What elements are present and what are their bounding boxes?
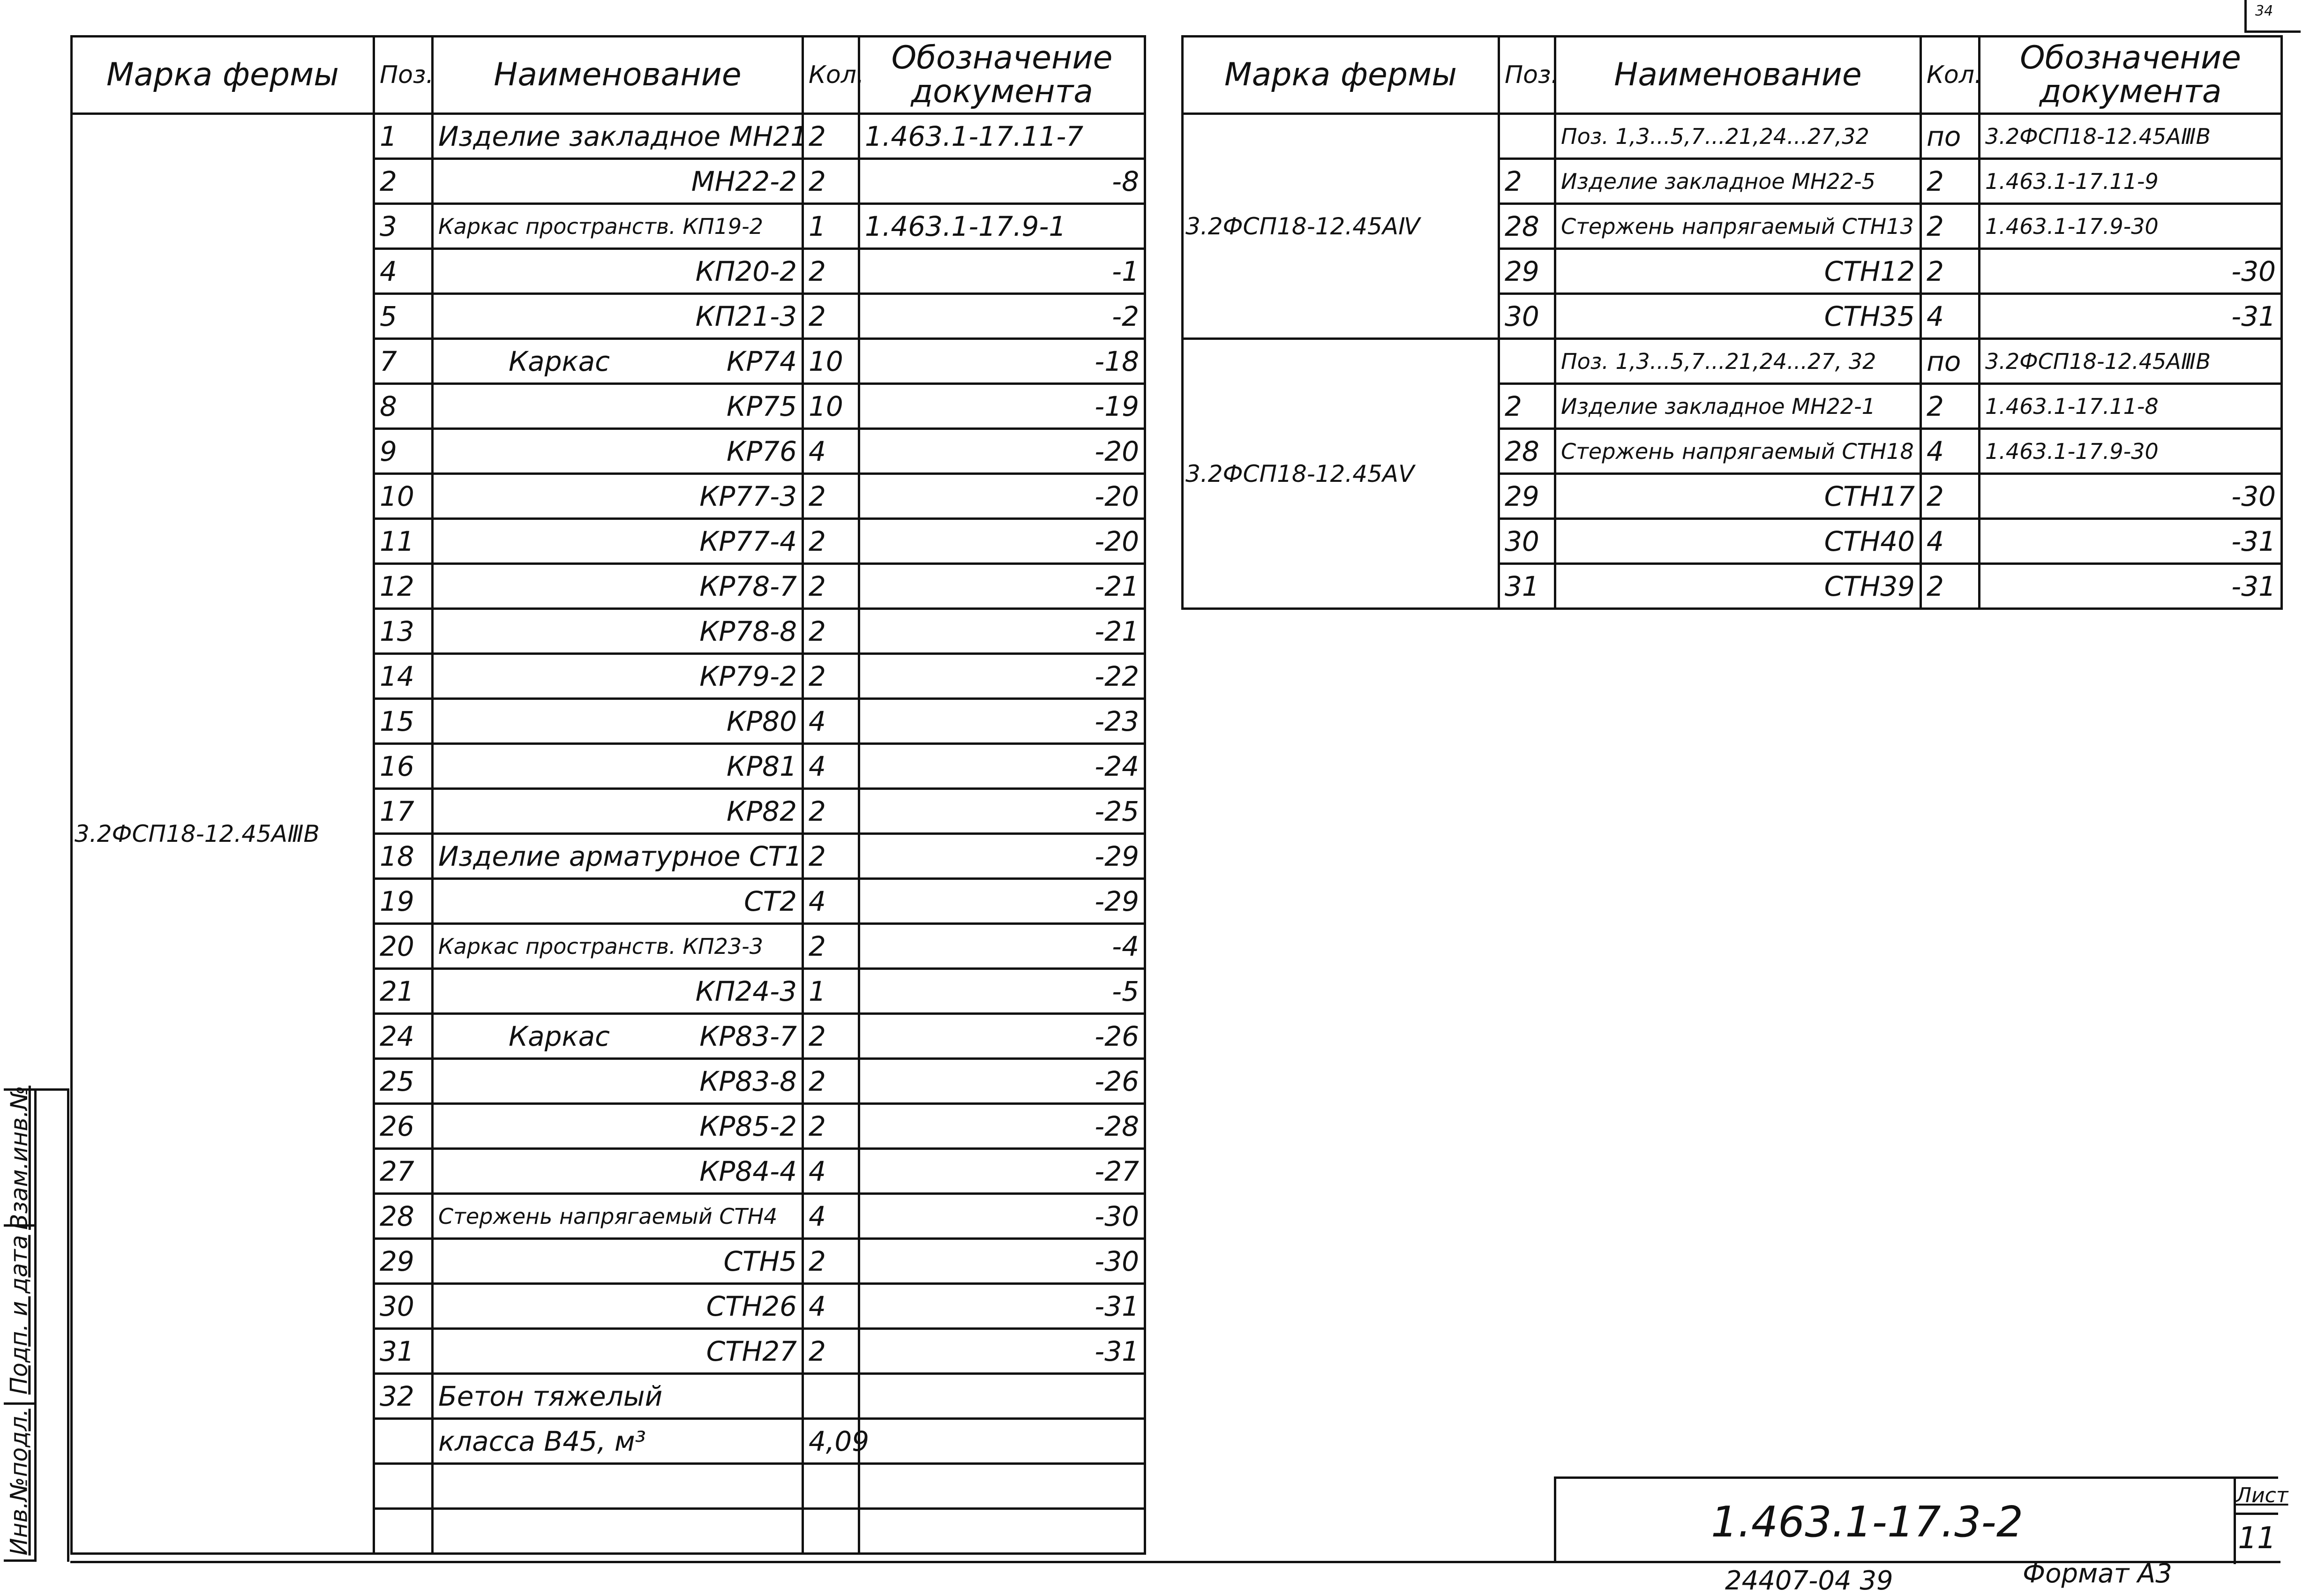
cell-name: Стержень напрягаемый СТН4 bbox=[433, 1194, 803, 1239]
cell-doc: 1.463.1-17.9-30 bbox=[1980, 204, 2282, 249]
table-row bbox=[72, 114, 1145, 159]
paper-format: Формат А3 bbox=[2023, 1559, 2172, 1589]
cell-doc: -29 bbox=[859, 834, 1145, 879]
cell-name: СТН27 bbox=[433, 1329, 803, 1374]
cell-doc: -31 bbox=[859, 1284, 1145, 1329]
cell-qty: 2 bbox=[803, 1329, 859, 1374]
cell-name: класса В45, м³ bbox=[433, 1419, 803, 1464]
blank-cell bbox=[859, 1509, 1145, 1554]
cell-pos: 15 bbox=[374, 699, 433, 744]
cell-qty: 2 bbox=[803, 1014, 859, 1059]
cell-name: КР79-2 bbox=[433, 654, 803, 699]
cell-name: СТН35 bbox=[1555, 294, 1921, 339]
cell-pos: 5 bbox=[374, 294, 433, 339]
cell-name: СТ2 bbox=[433, 879, 803, 924]
blank-cell bbox=[433, 1509, 803, 1554]
cell-qty: по bbox=[1921, 339, 1980, 384]
table-row bbox=[1183, 339, 2282, 384]
cell-name: КР78-8 bbox=[433, 609, 803, 654]
cell-name: СТН39 bbox=[1555, 564, 1921, 609]
cell-name: Стержень напрягаемый СТН18 bbox=[1555, 429, 1921, 474]
cell-doc: 1.463.1-17.11-7 bbox=[859, 114, 1145, 159]
cell-qty: 2 bbox=[803, 609, 859, 654]
cell-pos: 13 bbox=[374, 609, 433, 654]
name-code: КР74 bbox=[727, 345, 797, 377]
cell-pos: 26 bbox=[374, 1104, 433, 1149]
cell-doc: -21 bbox=[859, 609, 1145, 654]
cell-doc: -31 bbox=[1980, 294, 2282, 339]
blank-cell bbox=[374, 1509, 433, 1554]
cell-doc: 3.2ФСП18-12.45АⅢВ bbox=[1980, 114, 2282, 159]
title-block bbox=[1554, 1476, 2288, 1562]
cell-doc: -21 bbox=[859, 564, 1145, 609]
cell-pos: 4 bbox=[374, 249, 433, 294]
side-cell-podp-data bbox=[4, 1227, 37, 1405]
cell-name: Поз. 1,3...5,7...21,24...27, 32 bbox=[1555, 339, 1921, 384]
cell-pos: 2 bbox=[374, 159, 433, 204]
cell-name: КР84-4 bbox=[433, 1149, 803, 1194]
header-name: Наименование bbox=[1555, 37, 1921, 114]
cell-doc: -30 bbox=[1980, 249, 2282, 294]
cell-qty: 2 bbox=[803, 474, 859, 519]
cell-name: СТН17 bbox=[1555, 474, 1921, 519]
cell-doc: 1.463.1-17.11-8 bbox=[1980, 384, 2282, 429]
cell-name: Изделие закладное МН22-1 bbox=[1555, 384, 1921, 429]
cell-name: Изделие закладное МН21 bbox=[433, 114, 803, 159]
cell-doc: -18 bbox=[859, 339, 1145, 384]
cell-doc: -29 bbox=[859, 879, 1145, 924]
cell-qty: 2 bbox=[1921, 204, 1980, 249]
document-code: 1.463.1-17.3-2 bbox=[1711, 1498, 2024, 1547]
side-cell-vzam-inv bbox=[4, 1085, 37, 1230]
cell-qty: 1 bbox=[803, 969, 859, 1014]
header-qty: Кол. bbox=[803, 37, 859, 114]
side-label-podp-data: Подп. и дата bbox=[5, 1235, 33, 1394]
header-mark: Марка фермы bbox=[1183, 37, 1499, 114]
cell-qty: 4,09 bbox=[803, 1419, 859, 1464]
cell-name: КР77-3 bbox=[433, 474, 803, 519]
cell-doc: -30 bbox=[1980, 474, 2282, 519]
cell-qty: 2 bbox=[803, 519, 859, 564]
cell-doc: -22 bbox=[859, 654, 1145, 699]
header-name: Наименование bbox=[433, 37, 803, 114]
cell-qty: 2 bbox=[803, 924, 859, 969]
sheet-number: 11 bbox=[2238, 1521, 2276, 1556]
cell-qty: 4 bbox=[803, 744, 859, 789]
cell-doc: 1.463.1-17.9-1 bbox=[859, 204, 1145, 249]
cell-name: КР76 bbox=[433, 429, 803, 474]
cell-pos: 12 bbox=[374, 564, 433, 609]
cell-pos: 2 bbox=[1499, 159, 1555, 204]
blank-cell bbox=[374, 1464, 433, 1509]
cell-name: СТН5 bbox=[433, 1239, 803, 1284]
cell-qty: 4 bbox=[803, 1149, 859, 1194]
cell-doc: -19 bbox=[859, 384, 1145, 429]
cell-name: КР83-8 bbox=[433, 1059, 803, 1104]
blank-cell bbox=[859, 1464, 1145, 1509]
cell-name: КР85-2 bbox=[433, 1104, 803, 1149]
cell-qty: 4 bbox=[1921, 429, 1980, 474]
cell-qty: 1 bbox=[803, 204, 859, 249]
cell-name bbox=[433, 1014, 803, 1059]
cell-pos: 20 bbox=[374, 924, 433, 969]
cell-qty: 2 bbox=[803, 114, 859, 159]
cell-pos: 29 bbox=[1499, 474, 1555, 519]
header-mark: Марка фермы bbox=[72, 37, 374, 114]
cell-name bbox=[433, 339, 803, 384]
name-wrap bbox=[438, 1020, 797, 1052]
cell-name: Бетон тяжелый bbox=[433, 1374, 803, 1419]
cell-name: СТН40 bbox=[1555, 519, 1921, 564]
cell-qty: 2 bbox=[1921, 384, 1980, 429]
cell-pos: 1 bbox=[374, 114, 433, 159]
cell-name: КП24-3 bbox=[433, 969, 803, 1014]
cell-doc: -26 bbox=[859, 1059, 1145, 1104]
sheet-label: Лист bbox=[2236, 1479, 2278, 1515]
cell-pos: 24 bbox=[374, 1014, 433, 1059]
cell-pos: 19 bbox=[374, 879, 433, 924]
cell-qty: 2 bbox=[803, 159, 859, 204]
cell-qty: 4 bbox=[1921, 294, 1980, 339]
cell-qty: 4 bbox=[1921, 519, 1980, 564]
cell-doc: -30 bbox=[859, 1239, 1145, 1284]
cell-pos: 29 bbox=[374, 1239, 433, 1284]
cell-doc: -2 bbox=[859, 294, 1145, 339]
cell-qty: 4 bbox=[803, 1284, 859, 1329]
cell-doc: 1.463.1-17.11-9 bbox=[1980, 159, 2282, 204]
cell-qty: 2 bbox=[803, 564, 859, 609]
cell-doc: -30 bbox=[859, 1194, 1145, 1239]
truss-mark: 3.2ФСП18-12.45АⅢВ bbox=[72, 114, 374, 1554]
header-pos: Поз. bbox=[1499, 37, 1555, 114]
cell-pos: 17 bbox=[374, 789, 433, 834]
cell-qty: 2 bbox=[803, 834, 859, 879]
table-row bbox=[1183, 114, 2282, 159]
cell-pos: 32 bbox=[374, 1374, 433, 1419]
left-header-row bbox=[72, 37, 1145, 114]
cell-doc: -20 bbox=[859, 519, 1145, 564]
cell-qty: по bbox=[1921, 114, 1980, 159]
right-spec-table bbox=[1181, 35, 2283, 610]
cell-qty: 2 bbox=[1921, 159, 1980, 204]
right-header-row bbox=[1183, 37, 2282, 114]
cell-doc: -1 bbox=[859, 249, 1145, 294]
cell-name: Каркас пространств. КП19-2 bbox=[433, 204, 803, 249]
cell-name: КР75 bbox=[433, 384, 803, 429]
cell-pos: 30 bbox=[1499, 294, 1555, 339]
cell-name: Изделие арматурное СТ1 bbox=[433, 834, 803, 879]
cell-doc: -31 bbox=[1980, 519, 2282, 564]
cell-qty: 2 bbox=[803, 294, 859, 339]
cell-name: Изделие закладное МН22-5 bbox=[1555, 159, 1921, 204]
cell-pos: 29 bbox=[1499, 249, 1555, 294]
cell-qty: 2 bbox=[803, 1239, 859, 1284]
side-label-inv-podl: Инв.№подл. bbox=[5, 1409, 33, 1556]
name-prefix: Каркас bbox=[509, 345, 610, 377]
cell-qty: 10 bbox=[803, 384, 859, 429]
cell-name: КР77-4 bbox=[433, 519, 803, 564]
cell-name: КР81 bbox=[433, 744, 803, 789]
cell-pos: 25 bbox=[374, 1059, 433, 1104]
cell-name: Поз. 1,3...5,7...21,24...27,32 bbox=[1555, 114, 1921, 159]
truss-mark: 3.2ФСП18-12.45АⅣ bbox=[1183, 114, 1499, 339]
cell-name: МН22-2 bbox=[433, 159, 803, 204]
cell-doc: -31 bbox=[859, 1329, 1145, 1374]
cell-doc: -24 bbox=[859, 744, 1145, 789]
cell-pos: 28 bbox=[374, 1194, 433, 1239]
cell-pos: 28 bbox=[1499, 429, 1555, 474]
cell-doc: -5 bbox=[859, 969, 1145, 1014]
cell-doc: -31 bbox=[1980, 564, 2282, 609]
cell-pos: 18 bbox=[374, 834, 433, 879]
cell-name: Каркас пространств. КП23-3 bbox=[433, 924, 803, 969]
cell-name: КР80 bbox=[433, 699, 803, 744]
cell-name: СТН12 bbox=[1555, 249, 1921, 294]
cell-qty: 4 bbox=[803, 699, 859, 744]
left-table-body bbox=[72, 114, 1145, 1554]
header-qty: Кол. bbox=[1921, 37, 1980, 114]
cell-doc bbox=[859, 1374, 1145, 1419]
cell-qty: 2 bbox=[803, 1059, 859, 1104]
cell-doc bbox=[859, 1419, 1145, 1464]
cell-pos: 10 bbox=[374, 474, 433, 519]
sheet-box bbox=[2234, 1479, 2288, 1564]
left-spec-table bbox=[70, 35, 1146, 1555]
cell-name: КР82 bbox=[433, 789, 803, 834]
cell-pos bbox=[1499, 114, 1555, 159]
cell-doc: -20 bbox=[859, 474, 1145, 519]
header-doc: Обозначение документа bbox=[859, 37, 1145, 114]
cell-pos bbox=[1499, 339, 1555, 384]
right-table-body bbox=[1183, 114, 2282, 609]
cell-qty: 4 bbox=[803, 429, 859, 474]
cell-pos: 8 bbox=[374, 384, 433, 429]
cell-doc: -23 bbox=[859, 699, 1145, 744]
cell-pos: 2 bbox=[1499, 384, 1555, 429]
cell-pos: 14 bbox=[374, 654, 433, 699]
page-number: 34 bbox=[2244, 0, 2301, 33]
cell-doc: -28 bbox=[859, 1104, 1145, 1149]
cell-qty: 2 bbox=[1921, 474, 1980, 519]
cell-pos: 16 bbox=[374, 744, 433, 789]
side-cell-inv-podl bbox=[4, 1405, 37, 1562]
side-approval-strip bbox=[4, 1085, 69, 1562]
name-prefix: Каркас bbox=[509, 1020, 610, 1052]
cell-pos: 31 bbox=[1499, 564, 1555, 609]
cell-pos: 30 bbox=[374, 1284, 433, 1329]
name-wrap bbox=[438, 345, 797, 377]
cell-name: КР78-7 bbox=[433, 564, 803, 609]
cell-doc: 1.463.1-17.9-30 bbox=[1980, 429, 2282, 474]
cell-pos: 7 bbox=[374, 339, 433, 384]
cell-pos: 3 bbox=[374, 204, 433, 249]
cell-pos bbox=[374, 1419, 433, 1464]
cell-name: СТН26 bbox=[433, 1284, 803, 1329]
cell-qty: 2 bbox=[803, 654, 859, 699]
cell-doc: -26 bbox=[859, 1014, 1145, 1059]
cell-doc: -8 bbox=[859, 159, 1145, 204]
cell-qty: 2 bbox=[1921, 249, 1980, 294]
frame-bottom-line bbox=[70, 1561, 2280, 1563]
cell-qty bbox=[803, 1374, 859, 1419]
cell-qty: 2 bbox=[803, 249, 859, 294]
cell-pos: 31 bbox=[374, 1329, 433, 1374]
cell-doc: -27 bbox=[859, 1149, 1145, 1194]
truss-mark: 3.2ФСП18-12.45АⅤ bbox=[1183, 339, 1499, 609]
cell-pos: 9 bbox=[374, 429, 433, 474]
cell-pos: 27 bbox=[374, 1149, 433, 1194]
cell-qty: 10 bbox=[803, 339, 859, 384]
cell-qty: 4 bbox=[803, 879, 859, 924]
cell-doc: 3.2ФСП18-12.45АⅢВ bbox=[1980, 339, 2282, 384]
cell-doc: -20 bbox=[859, 429, 1145, 474]
blank-cell bbox=[803, 1509, 859, 1554]
cell-pos: 28 bbox=[1499, 204, 1555, 249]
cell-qty: 2 bbox=[1921, 564, 1980, 609]
cell-qty: 4 bbox=[803, 1194, 859, 1239]
side-label-vzam-inv: Взам.инв.№ bbox=[5, 1085, 33, 1230]
blank-cell bbox=[803, 1464, 859, 1509]
cell-name: КП21-3 bbox=[433, 294, 803, 339]
cell-pos: 30 bbox=[1499, 519, 1555, 564]
cell-qty: 2 bbox=[803, 1104, 859, 1149]
cell-pos: 21 bbox=[374, 969, 433, 1014]
cell-name: КП20-2 bbox=[433, 249, 803, 294]
cell-doc: -25 bbox=[859, 789, 1145, 834]
blank-cell bbox=[433, 1464, 803, 1509]
header-pos: Поз. bbox=[374, 37, 433, 114]
cell-doc: -4 bbox=[859, 924, 1145, 969]
header-doc: Обозначение документа bbox=[1980, 37, 2282, 114]
cell-pos: 11 bbox=[374, 519, 433, 564]
name-code: КР83-7 bbox=[699, 1020, 797, 1052]
archive-number: 24407-04 39 bbox=[1725, 1566, 1893, 1596]
cell-qty: 2 bbox=[803, 789, 859, 834]
cell-name: Стержень напрягаемый СТН13 bbox=[1555, 204, 1921, 249]
